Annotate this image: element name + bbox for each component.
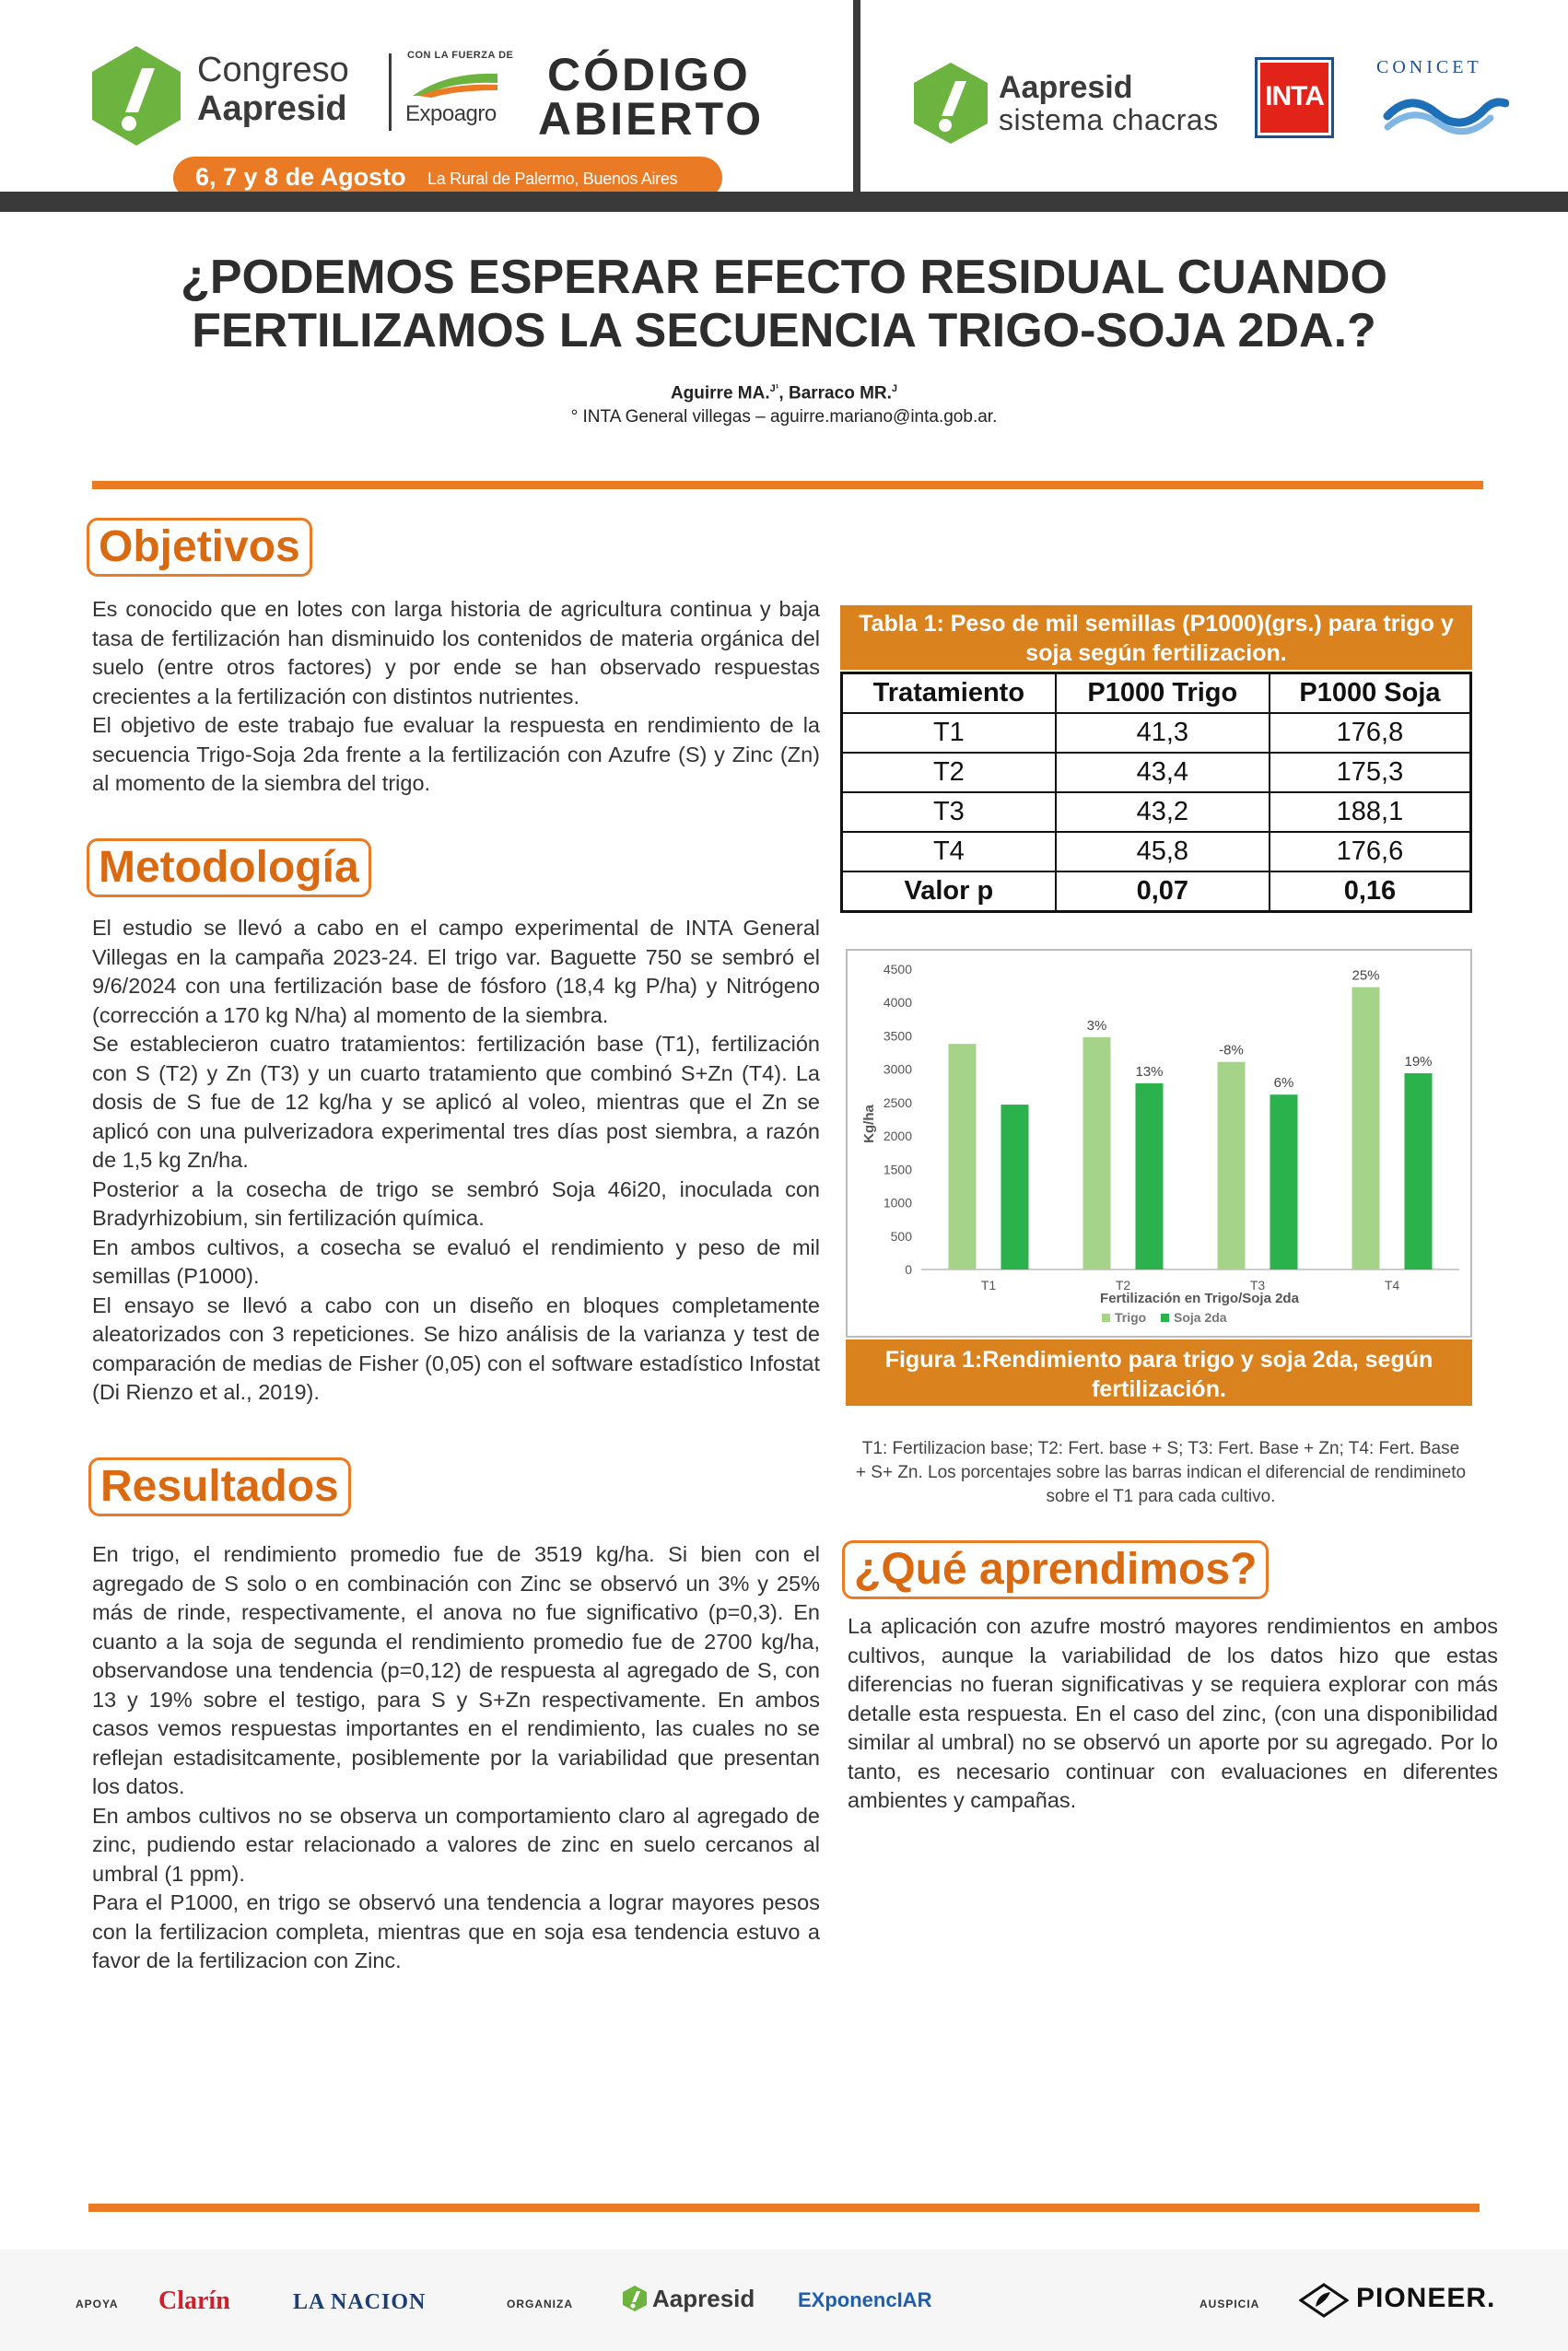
y-tick-label: 3000: [883, 1061, 912, 1077]
x-tick-label: T2: [1115, 1278, 1131, 1292]
resultados-paragraph-3: Para el P1000, en trigo se observó una tendencia a lograr mayores pesos con la fertilizacion completa, mientras que en soja esa tendencia estuvo a favor de la fertilizacion con Zinc.: [92, 1890, 820, 1972]
bar-trigo-t3: [1218, 1062, 1246, 1269]
exponenciar-logo: EXponencIAR: [798, 2288, 932, 2311]
author-2: , Barraco MR.: [778, 383, 892, 404]
metodologia-paragraph-4: En ambos cultivos, a cosecha se evaluó el rendimiento y peso de mil semillas (P1000).: [92, 1234, 820, 1288]
chart-x-axis-label: Fertilización en Trigo/Soja 2da: [1100, 1291, 1299, 1306]
sistema-chacras-logo-icon: [908, 61, 993, 146]
table-header-tratamiento: Tratamiento: [842, 673, 1056, 714]
legend-swatch-soja: [1161, 1314, 1169, 1322]
poster-title-line2: FERTILIZAMOS LA SECUENCIA TRIGO-SOJA 2DA.?: [192, 304, 1376, 357]
x-tick-label: T1: [980, 1278, 997, 1292]
legend-swatch-trigo: [1102, 1314, 1110, 1322]
header-bottom-band: [0, 192, 1568, 212]
y-tick-label: 3500: [883, 1028, 912, 1044]
table-cell: T3: [842, 792, 1056, 832]
bar-data-label: -8%: [1219, 1042, 1244, 1059]
table-1-caption: Tabla 1: Peso de mil semillas (P1000)(grs.) para trigo y soja según fertilizacion.: [840, 605, 1472, 670]
bar-data-label: 6%: [1273, 1075, 1294, 1092]
expoagro-logo-icon: [409, 68, 501, 99]
resultados-paragraph-2: En ambos cultivos no se observa un comportamiento claro al agregado de zinc, pudiendo estar relacionado a valores de zinc en suelo cercanos al umbral (1 ppm).: [92, 1803, 820, 1886]
legend-label-soja: Soja 2da: [1174, 1310, 1227, 1325]
bar-data-label: 13%: [1135, 1063, 1164, 1080]
table-cell: 41,3: [1056, 713, 1270, 753]
metodologia-heading: Metodología: [87, 838, 371, 897]
x-tick-label: T3: [1249, 1278, 1266, 1292]
y-tick-label: 2500: [883, 1094, 912, 1110]
bar-soja-2da-t4: [1405, 1073, 1433, 1269]
congreso-title: Congreso: [197, 51, 349, 89]
chart-y-axis-label: Kg/ha: [861, 1105, 877, 1143]
author-1: Aguirre MA.: [670, 383, 770, 404]
expoagro-name: Expoagro: [405, 101, 497, 126]
metodologia-paragraph-1: El estudio se llevó a cabo en el campo experimental de INTA General Villegas en la campaña 2023-24. El trigo var. Baguette 750 se sembró el 9/6/2024 con una fertilización base de fósforo (18,4 kg P/ha) y Nitrógeno (corrección a 170 kg N/ha) al momento de la siembra.: [92, 916, 820, 1027]
poster-title-line1: ¿PODEMOS ESPERAR EFECTO RESIDUAL CUANDO: [181, 251, 1387, 304]
metodologia-paragraph-2: Se establecieron cuatro tratamientos: fertilización base (T1), fertilización con S (T2) y Zn (T3) y un cuarto tratamiento que combinó S+Zn (T4). La dosis de S fue de 12 kg/ha y se aplicó al voleo, mientras que el Zn se aplicó con una pulverizadora experimental tres días post siembra, a razón de 1,5 kg Zn/ha.: [92, 1032, 820, 1172]
figure-1-bar-chart: [848, 951, 1470, 1336]
header-vertical-divider: [853, 0, 860, 193]
bar-soja-2da-t2: [1136, 1083, 1164, 1269]
conicet-logo-text: CONICET: [1376, 57, 1482, 77]
congreso-aapresid-logo-icon: [85, 44, 188, 147]
table-pvalue-row: [842, 871, 1471, 912]
bar-soja-2da-t1: [1001, 1105, 1029, 1269]
clarin-logo: Clarín: [158, 2287, 230, 2315]
author-2-affiliation-mark: J: [891, 383, 898, 394]
objetivos-paragraph-1: Es conocido que en lotes con larga historia de agricultura continua y baja tasa de fertilización han disminuido los contenidos de materia orgánica del suelo (entre otros factores) y por ende se han observado respuestas crecientes a la fertilización con distintos nutrientes.: [92, 597, 820, 708]
chart-legend: [1102, 1310, 1227, 1325]
objetivos-heading: Objetivos: [87, 518, 312, 577]
sistema-chacras-subtitle: sistema chacras: [999, 103, 1219, 136]
figure-1-note: T1: Fertilizacion base; T2: Fert. base + S; T3: Fert. Base + Zn; T4: Fert. Base + S+ Zn. Los porcentajes sobre las barras indican el diferencial de rendimineto sobre el T1 para cada cultivo.: [855, 1439, 1467, 1506]
y-tick-label: 1000: [883, 1195, 912, 1211]
table-cell: 176,8: [1270, 713, 1471, 753]
authors: [0, 383, 1568, 404]
y-tick-label: 0: [905, 1262, 912, 1277]
event-venue: La Rural de Palermo, Buenos Aires: [427, 170, 678, 188]
table-cell: 0,16: [1270, 871, 1471, 912]
y-tick-label: 500: [890, 1228, 912, 1244]
footer-aapresid-logo: Aapresid: [652, 2285, 755, 2312]
table-header-p1000-soja: P1000 Soja: [1270, 673, 1471, 714]
objetivos-paragraph-2: El objetivo de este trabajo fue evaluar la respuesta en rendimiento de la secuencia Trigo-Soja 2da frente a la fertilización con Azufre (S) y Zinc (Zn) al momento de la siembra del trigo.: [92, 713, 820, 795]
footer-apoya-label: APOYA: [76, 2298, 119, 2310]
conicet-logo-icon: [1382, 85, 1509, 142]
pioneer-logo: PIONEER.: [1356, 2283, 1496, 2313]
codigo-abierto-line2: ABIERTO: [538, 93, 765, 145]
aprendimos-body: [848, 1612, 1498, 1816]
la-nacion-logo: LA NACION: [293, 2290, 427, 2314]
table-cell: T2: [842, 753, 1056, 792]
table-row: [842, 792, 1471, 832]
table-cell: 0,07: [1056, 871, 1270, 912]
bar-soja-2da-t3: [1270, 1094, 1298, 1269]
table-cell: 43,2: [1056, 792, 1270, 832]
expoagro-prefix: CON LA FUERZA DE: [407, 50, 514, 61]
bar-trigo-t1: [949, 1044, 977, 1269]
y-tick-label: 4500: [883, 962, 912, 977]
table-1: [840, 672, 1472, 913]
affiliation: ° INTA General villegas – aguirre.mariano@inta.gob.ar.: [570, 407, 998, 427]
aprendimos-paragraph: La aplicación con azufre mostró mayores rendimientos en ambos cultivos, aunque la variabilidad de los datos hizo que estas diferencias no fueran significativas y se requiera explorar con más detalle esta respuesta. En el caso del zinc, (con una disponibilidad similar al umbral) no se observó un aporte por su agregado. Por lo tanto, es necesario continuar con evaluaciones en diferentes ambientes y campañas.: [848, 1614, 1498, 1812]
footer-divider: [88, 2204, 1480, 2212]
aprendimos-heading: ¿Qué aprendimos?: [842, 1540, 1269, 1599]
figure-1-chart-frame: [846, 949, 1472, 1338]
y-tick-label: 1500: [883, 1162, 912, 1177]
table-cell: 45,8: [1056, 832, 1270, 871]
table-cell: Valor p: [842, 871, 1056, 912]
table-cell: 188,1: [1270, 792, 1471, 832]
bar-trigo-t2: [1083, 1037, 1111, 1269]
resultados-paragraph-1: En trigo, el rendimiento promedio fue de 3519 kg/ha. Si bien con el agregado de S solo o en combinación con Zinc se observó un 3% y 25% más de rinde, respectivamente, el anova no fue significativo (p=0,3). En cuanto a la soja de segunda el rendimiento promedio fue de 2700 kg/ha, observandose una tendencia (p=0,12) de respuesta al agregado de S, con 13 y 19% sobre el testigo, para S y S+Zn respectivamente. En ambos casos vemos respuestas importantes en el rendimiento, las cuales no se reflejan estadisitcamente, posiblemente por la variabilidad que presentan los datos.: [92, 1542, 820, 1798]
bar-data-label: 19%: [1404, 1054, 1433, 1070]
bar-data-label: 3%: [1086, 1017, 1107, 1034]
figure-1-caption: Figura 1:Rendimiento para trigo y soja 2da, según fertilización.: [846, 1339, 1472, 1406]
congreso-subtitle: Aapresid: [197, 89, 347, 128]
sistema-chacras-title: Aapresid: [999, 70, 1133, 105]
footer-auspicia-label: AUSPICIA: [1199, 2298, 1260, 2310]
table-row: [842, 832, 1471, 871]
metodologia-paragraph-5: El ensayo se llevó a cabo con un diseño en bloques completamente aleatorizados con 3 repeticiones. Se hizo análisis de la varianza y test de comparación de medias de Fisher (0,05) con el software estadístico Infostat (Di Rienzo et al., 2019).: [92, 1292, 820, 1404]
bar-trigo-t4: [1352, 988, 1380, 1269]
resultados-heading: Resultados: [88, 1457, 351, 1516]
objetivos-body: [92, 595, 820, 799]
bar-data-label: 25%: [1352, 967, 1380, 984]
poster-title: [0, 251, 1568, 357]
table-header-p1000-trigo: P1000 Trigo: [1056, 673, 1270, 714]
table-row: [842, 713, 1471, 753]
metodologia-paragraph-3: Posterior a la cosecha de trigo se sembró Soja 46i20, inoculada con Bradyrhizobium, sin fertilización química.: [92, 1176, 820, 1230]
metodologia-body: [92, 914, 820, 1408]
table-row: [842, 753, 1471, 792]
table-cell: 43,4: [1056, 753, 1270, 792]
y-tick-label: 4000: [883, 995, 912, 1011]
legend-label-trigo: Trigo: [1115, 1310, 1147, 1325]
table-cell: T4: [842, 832, 1056, 871]
resultados-body: [92, 1540, 820, 1976]
footer-organiza-label: ORGANIZA: [507, 2298, 573, 2310]
title-divider: [92, 481, 1483, 489]
table-cell: 175,3: [1270, 753, 1471, 792]
inta-logo-text: INTA: [1265, 81, 1324, 111]
table-cell: 176,6: [1270, 832, 1471, 871]
footer-aapresid-icon: [621, 2285, 649, 2312]
x-tick-label: T4: [1384, 1278, 1400, 1292]
y-tick-label: 2000: [883, 1129, 912, 1144]
header-separator: [389, 53, 392, 131]
pioneer-logo-icon: [1299, 2283, 1349, 2318]
codigo-abierto-line1: CÓDIGO: [547, 49, 751, 100]
author-1-affiliation-mark: J¹: [769, 383, 779, 394]
event-date: 6, 7 y 8 de Agosto: [195, 163, 406, 191]
table-cell: T1: [842, 713, 1056, 753]
